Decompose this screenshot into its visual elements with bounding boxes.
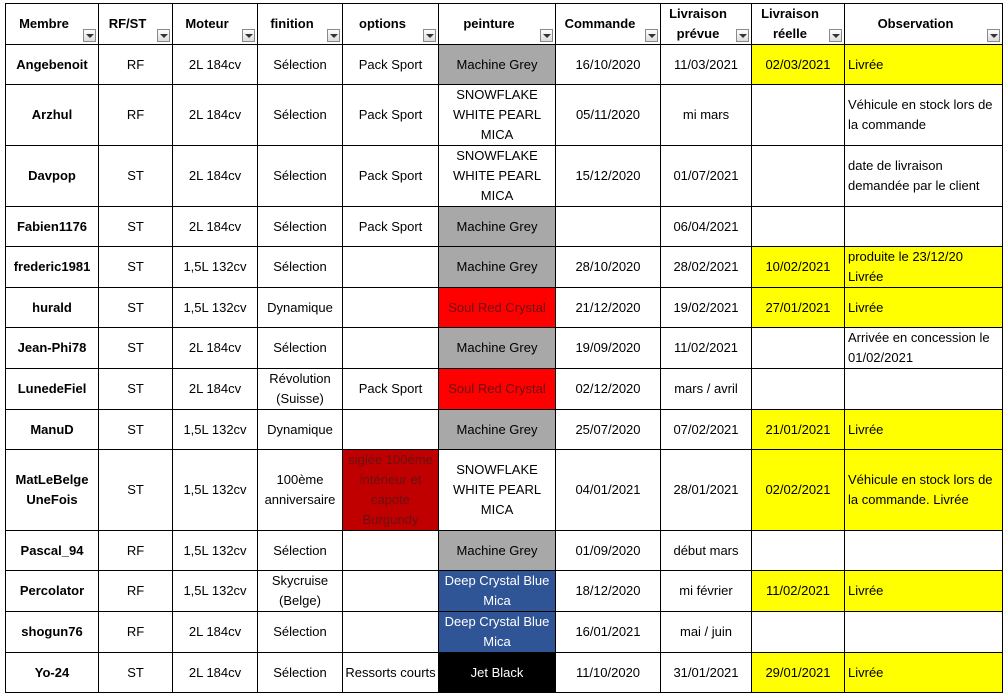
cell-moteur[interactable]: 1,5L 132cv xyxy=(173,571,258,612)
header-livraison-reelle: Livraison réelle xyxy=(752,4,845,45)
cell-finition[interactable]: Sélection xyxy=(258,45,343,85)
cell-livraison-reelle[interactable] xyxy=(752,328,845,369)
cell-livraison-reelle[interactable] xyxy=(752,369,845,410)
table-row xyxy=(6,85,1003,146)
cell-rfst[interactable]: ST xyxy=(99,207,173,247)
cell-moteur[interactable]: 2L 184cv xyxy=(173,146,258,207)
cell-livraison-reelle[interactable] xyxy=(752,146,845,207)
header-finition: finition xyxy=(258,4,343,45)
cell-peinture[interactable]: Machine Grey xyxy=(439,45,556,85)
cell-observation[interactable]: Véhicule en stock lors de la commande. Livrée xyxy=(845,450,1003,531)
cell-commande[interactable]: 19/09/2020 xyxy=(556,328,661,369)
cell-moteur[interactable]: 1,5L 132cv xyxy=(173,288,258,328)
table-row xyxy=(6,369,1003,410)
header-membre: Membre xyxy=(6,4,99,45)
cell-livraison-reelle[interactable]: 11/02/2021 xyxy=(752,571,845,612)
cell-moteur[interactable]: 1,5L 132cv xyxy=(173,247,258,288)
cell-peinture[interactable]: Machine Grey xyxy=(439,410,556,450)
cell-options[interactable] xyxy=(343,328,439,369)
cell-peinture[interactable]: Deep Crystal Blue Mica xyxy=(439,612,556,653)
filter-dropdown-icon[interactable] xyxy=(423,29,436,42)
filter-dropdown-icon[interactable] xyxy=(736,29,749,42)
table-row xyxy=(6,531,1003,571)
cell-finition[interactable]: Sélection xyxy=(258,328,343,369)
cell-observation[interactable]: produite le 23/12/20 Livrée xyxy=(845,247,1003,288)
cell-observation[interactable]: Livrée xyxy=(845,288,1003,328)
cell-membre[interactable]: Yo-24 xyxy=(6,653,99,693)
cell-options[interactable]: Pack Sport xyxy=(343,146,439,207)
cell-rfst[interactable]: ST xyxy=(99,146,173,207)
cell-observation[interactable]: Arrivée en concession le 01/02/2021 xyxy=(845,328,1003,369)
cell-membre[interactable]: Pascal_94 xyxy=(6,531,99,571)
cell-livraison-reelle[interactable]: 02/02/2021 xyxy=(752,450,845,531)
header-commande: Commande xyxy=(556,4,661,45)
cell-commande[interactable]: 16/10/2020 xyxy=(556,45,661,85)
cell-membre[interactable]: Angebenoit xyxy=(6,45,99,85)
cell-livraison-prevue[interactable]: mai / juin xyxy=(661,612,752,653)
cell-finition[interactable]: Dynamique xyxy=(258,288,343,328)
cell-finition[interactable]: Sélection xyxy=(258,612,343,653)
cell-peinture[interactable]: Soul Red Crystal xyxy=(439,288,556,328)
cell-finition[interactable]: Skycruise (Belge) xyxy=(258,571,343,612)
cell-membre[interactable]: frederic1981 xyxy=(6,247,99,288)
cell-commande[interactable]: 05/11/2020 xyxy=(556,85,661,146)
cell-moteur[interactable]: 2L 184cv xyxy=(173,612,258,653)
cell-observation[interactable] xyxy=(845,369,1003,410)
filter-dropdown-icon[interactable] xyxy=(83,29,96,42)
header-row xyxy=(6,4,1003,45)
cell-livraison-reelle[interactable]: 02/03/2021 xyxy=(752,45,845,85)
cell-rfst[interactable]: ST xyxy=(99,653,173,693)
table-row xyxy=(6,328,1003,369)
cell-finition[interactable]: Sélection xyxy=(258,207,343,247)
cell-livraison-prevue[interactable]: 06/04/2021 xyxy=(661,207,752,247)
cell-options[interactable]: Ressorts courts xyxy=(343,653,439,693)
delivery-spreadsheet xyxy=(5,3,1003,693)
cell-observation[interactable] xyxy=(845,531,1003,571)
cell-commande[interactable]: 28/10/2020 xyxy=(556,247,661,288)
cell-options[interactable]: Pack Sport xyxy=(343,207,439,247)
header-rfst: RF/ST xyxy=(99,4,173,45)
table-row xyxy=(6,207,1003,247)
filter-dropdown-icon[interactable] xyxy=(987,29,1000,42)
cell-membre[interactable]: Arzhul xyxy=(6,85,99,146)
cell-observation[interactable]: Livrée xyxy=(845,45,1003,85)
cell-peinture[interactable]: Jet Black xyxy=(439,653,556,693)
cell-options[interactable]: siglée 100ème intérieur et capote Burgundy xyxy=(343,450,439,531)
cell-commande[interactable]: 01/09/2020 xyxy=(556,531,661,571)
cell-commande[interactable]: 25/07/2020 xyxy=(556,410,661,450)
cell-livraison-prevue[interactable]: 28/01/2021 xyxy=(661,450,752,531)
filter-dropdown-icon[interactable] xyxy=(157,29,170,42)
cell-commande[interactable]: 11/10/2020 xyxy=(556,653,661,693)
header-options: options xyxy=(343,4,439,45)
cell-options[interactable] xyxy=(343,571,439,612)
cell-commande[interactable]: 16/01/2021 xyxy=(556,612,661,653)
cell-membre[interactable]: Percolator xyxy=(6,571,99,612)
filter-dropdown-icon[interactable] xyxy=(645,29,658,42)
cell-peinture[interactable]: Machine Grey xyxy=(439,531,556,571)
cell-observation[interactable] xyxy=(845,207,1003,247)
table-row xyxy=(6,247,1003,288)
cell-livraison-reelle[interactable]: 10/02/2021 xyxy=(752,247,845,288)
cell-observation[interactable]: date de livraison demandée par le client xyxy=(845,146,1003,207)
cell-rfst[interactable]: ST xyxy=(99,410,173,450)
cell-livraison-prevue[interactable]: 11/03/2021 xyxy=(661,45,752,85)
cell-livraison-prevue[interactable]: début mars xyxy=(661,531,752,571)
table-row xyxy=(6,450,1003,531)
cell-moteur[interactable]: 1,5L 132cv xyxy=(173,531,258,571)
cell-membre[interactable]: shogun76 xyxy=(6,612,99,653)
cell-livraison-reelle[interactable]: 21/01/2021 xyxy=(752,410,845,450)
cell-options[interactable]: Pack Sport xyxy=(343,369,439,410)
cell-membre[interactable]: hurald xyxy=(6,288,99,328)
cell-livraison-prevue[interactable]: mars / avril xyxy=(661,369,752,410)
cell-peinture[interactable]: Machine Grey xyxy=(439,207,556,247)
cell-commande[interactable]: 18/12/2020 xyxy=(556,571,661,612)
cell-options[interactable] xyxy=(343,531,439,571)
cell-peinture[interactable]: Deep Crystal Blue Mica xyxy=(439,571,556,612)
cell-livraison-prevue[interactable]: mi mars xyxy=(661,85,752,146)
cell-rfst[interactable]: ST xyxy=(99,369,173,410)
cell-options[interactable]: Pack Sport xyxy=(343,85,439,146)
table-row xyxy=(6,571,1003,612)
cell-observation[interactable] xyxy=(845,612,1003,653)
cell-livraison-prevue[interactable]: 01/07/2021 xyxy=(661,146,752,207)
header-moteur: Moteur xyxy=(173,4,258,45)
cell-rfst[interactable]: ST xyxy=(99,328,173,369)
cell-livraison-prevue[interactable]: 07/02/2021 xyxy=(661,410,752,450)
filter-dropdown-icon[interactable] xyxy=(829,29,842,42)
cell-rfst[interactable]: RF xyxy=(99,612,173,653)
cell-commande[interactable]: 04/01/2021 xyxy=(556,450,661,531)
cell-livraison-reelle[interactable]: 29/01/2021 xyxy=(752,653,845,693)
cell-livraison-reelle[interactable] xyxy=(752,531,845,571)
cell-livraison-reelle[interactable] xyxy=(752,85,845,146)
cell-membre[interactable]: LunedeFiel xyxy=(6,369,99,410)
cell-options[interactable] xyxy=(343,247,439,288)
header-observation: Observation xyxy=(845,4,1003,45)
cell-rfst[interactable]: RF xyxy=(99,85,173,146)
table-row xyxy=(6,410,1003,450)
cell-finition[interactable]: Révolution (Suisse) xyxy=(258,369,343,410)
cell-finition[interactable]: 100ème anniversaire xyxy=(258,450,343,531)
cell-options[interactable] xyxy=(343,410,439,450)
cell-commande[interactable]: 21/12/2020 xyxy=(556,288,661,328)
cell-peinture[interactable]: SNOWFLAKE WHITE PEARL MICA xyxy=(439,450,556,531)
filter-dropdown-icon[interactable] xyxy=(242,29,255,42)
cell-rfst[interactable]: RF xyxy=(99,531,173,571)
cell-livraison-reelle[interactable] xyxy=(752,207,845,247)
cell-finition[interactable]: Sélection xyxy=(258,146,343,207)
cell-membre[interactable]: Jean-Phi78 xyxy=(6,328,99,369)
cell-options[interactable] xyxy=(343,612,439,653)
cell-livraison-reelle[interactable] xyxy=(752,612,845,653)
cell-livraison-prevue[interactable]: mi février xyxy=(661,571,752,612)
filter-dropdown-icon[interactable] xyxy=(327,29,340,42)
cell-observation[interactable]: Véhicule en stock lors de la commande xyxy=(845,85,1003,146)
cell-peinture[interactable]: Soul Red Crystal xyxy=(439,369,556,410)
cell-livraison-reelle[interactable]: 27/01/2021 xyxy=(752,288,845,328)
cell-peinture[interactable]: SNOWFLAKE WHITE PEARL MICA xyxy=(439,85,556,146)
cell-commande[interactable]: 15/12/2020 xyxy=(556,146,661,207)
header-livraison-prevue: Livraison prévue xyxy=(661,4,752,45)
cell-finition[interactable]: Sélection xyxy=(258,531,343,571)
cell-finition[interactable]: Sélection xyxy=(258,653,343,693)
cell-moteur[interactable]: 2L 184cv xyxy=(173,653,258,693)
cell-moteur[interactable]: 2L 184cv xyxy=(173,85,258,146)
cell-moteur[interactable]: 2L 184cv xyxy=(173,328,258,369)
cell-peinture[interactable]: SNOWFLAKE WHITE PEARL MICA xyxy=(439,146,556,207)
cell-livraison-prevue[interactable]: 11/02/2021 xyxy=(661,328,752,369)
cell-moteur[interactable]: 2L 184cv xyxy=(173,369,258,410)
cell-membre[interactable]: Davpop xyxy=(6,146,99,207)
cell-moteur[interactable]: 2L 184cv xyxy=(173,45,258,85)
cell-peinture[interactable]: Machine Grey xyxy=(439,328,556,369)
cell-membre[interactable]: MatLeBelge UneFois xyxy=(6,450,99,531)
cell-livraison-prevue[interactable]: 31/01/2021 xyxy=(661,653,752,693)
cell-observation[interactable]: Livrée xyxy=(845,410,1003,450)
cell-commande[interactable]: 02/12/2020 xyxy=(556,369,661,410)
cell-livraison-prevue[interactable]: 28/02/2021 xyxy=(661,247,752,288)
table-row xyxy=(6,146,1003,207)
cell-peinture[interactable]: Machine Grey xyxy=(439,247,556,288)
cell-finition[interactable]: Dynamique xyxy=(258,410,343,450)
header-peinture: peinture xyxy=(439,4,556,45)
cell-membre[interactable]: Fabien1176 xyxy=(6,207,99,247)
cell-rfst[interactable]: ST xyxy=(99,450,173,531)
cell-observation[interactable]: Livrée xyxy=(845,571,1003,612)
table-row xyxy=(6,612,1003,653)
cell-moteur[interactable]: 2L 184cv xyxy=(173,207,258,247)
cell-rfst[interactable]: RF xyxy=(99,45,173,85)
cell-commande[interactable] xyxy=(556,207,661,247)
cell-options[interactable] xyxy=(343,288,439,328)
cell-moteur[interactable]: 1,5L 132cv xyxy=(173,410,258,450)
cell-livraison-prevue[interactable]: 19/02/2021 xyxy=(661,288,752,328)
filter-dropdown-icon[interactable] xyxy=(540,29,553,42)
cell-rfst[interactable]: ST xyxy=(99,288,173,328)
cell-finition[interactable]: Sélection xyxy=(258,85,343,146)
cell-options[interactable]: Pack Sport xyxy=(343,45,439,85)
cell-finition[interactable]: Sélection xyxy=(258,247,343,288)
table-row xyxy=(6,288,1003,328)
cell-rfst[interactable]: RF xyxy=(99,571,173,612)
cell-moteur[interactable]: 1,5L 132cv xyxy=(173,450,258,531)
cell-membre[interactable]: ManuD xyxy=(6,410,99,450)
cell-rfst[interactable]: ST xyxy=(99,247,173,288)
table-row xyxy=(6,45,1003,85)
cell-observation[interactable]: Livrée xyxy=(845,653,1003,693)
